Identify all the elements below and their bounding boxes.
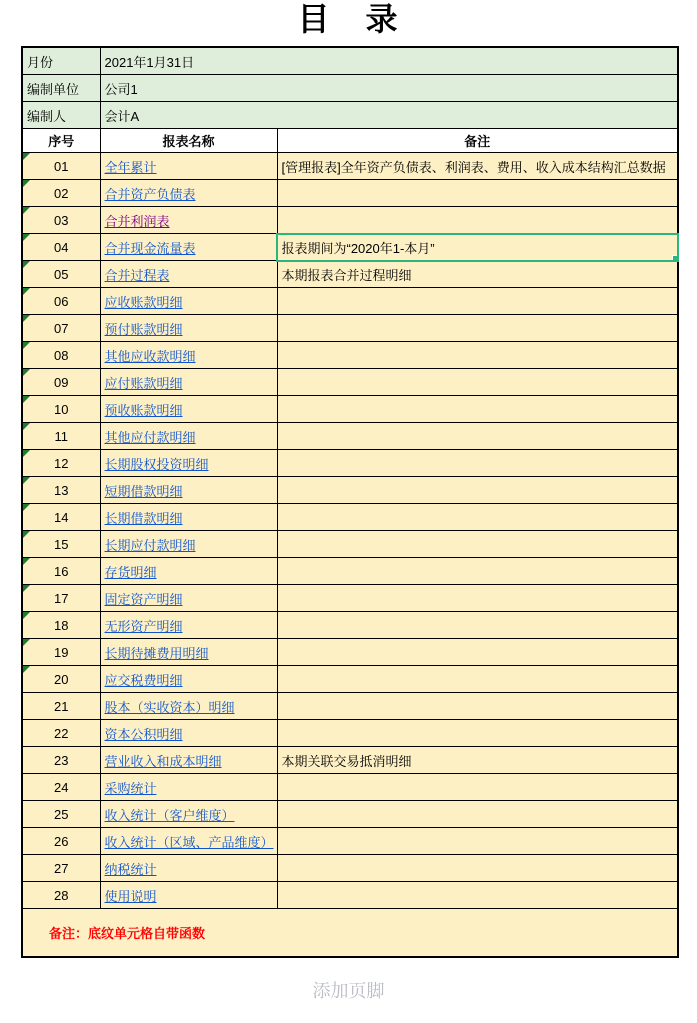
- report-name-cell: [100, 504, 277, 531]
- table-row: [22, 666, 678, 693]
- report-name-cell: [100, 747, 277, 774]
- note-cell[interactable]: [277, 882, 678, 909]
- note-cell[interactable]: [277, 477, 678, 504]
- note-cell[interactable]: [277, 504, 678, 531]
- corner-marker-icon: [23, 288, 30, 295]
- report-name-cell: [100, 369, 277, 396]
- note-cell[interactable]: [277, 639, 678, 666]
- report-name-cell: [100, 801, 277, 828]
- corner-marker-icon: [23, 342, 30, 349]
- corner-marker-icon: [23, 585, 30, 592]
- report-name-cell: [100, 234, 277, 261]
- corner-marker-icon: [23, 153, 30, 160]
- table-row: [22, 423, 678, 450]
- row-number-cell: 26: [22, 828, 100, 855]
- report-name-cell: [100, 450, 277, 477]
- row-number-cell: 28: [22, 882, 100, 909]
- table-row: [22, 504, 678, 531]
- note-cell[interactable]: [277, 828, 678, 855]
- corner-marker-icon: [23, 315, 30, 322]
- report-link[interactable]: 营业收入和成本明细: [104, 753, 222, 769]
- report-name-cell: [100, 423, 277, 450]
- report-link[interactable]: 收入统计（客户维度）: [104, 807, 235, 823]
- report-link[interactable]: 采购统计: [104, 780, 157, 796]
- report-link[interactable]: 合并资产负债表: [104, 186, 196, 202]
- table-row: [22, 234, 678, 261]
- row-number-cell: 22: [22, 720, 100, 747]
- corner-marker-icon: [23, 558, 30, 565]
- note-cell-selected[interactable]: 报表期间为“2020年1-本月”: [277, 234, 678, 261]
- corner-marker-icon: [23, 639, 30, 646]
- report-name-cell: [100, 396, 277, 423]
- row-number-cell: 07: [22, 315, 100, 342]
- note-cell[interactable]: [277, 369, 678, 396]
- month-label: 月份: [22, 47, 100, 75]
- report-link[interactable]: 其他应收款明细: [104, 348, 196, 364]
- row-number-cell: 06: [22, 288, 100, 315]
- table-row: [22, 882, 678, 909]
- corner-marker-icon: [23, 261, 30, 268]
- report-link[interactable]: 合并过程表: [104, 267, 170, 283]
- report-name-cell: [100, 774, 277, 801]
- row-number-cell: 18: [22, 612, 100, 639]
- table-row: [22, 315, 678, 342]
- note-cell[interactable]: [277, 585, 678, 612]
- info-row-month: [22, 47, 678, 75]
- note-cell[interactable]: [277, 855, 678, 882]
- preparer-label: 编制人: [22, 102, 100, 129]
- report-link[interactable]: 长期应付款明细: [104, 537, 196, 553]
- report-link[interactable]: 资本公积明细: [104, 726, 183, 742]
- corner-marker-icon: [23, 180, 30, 187]
- page-title: 目 录: [297, 1, 400, 37]
- row-number-cell: 02: [22, 180, 100, 207]
- table-row: [22, 855, 678, 882]
- report-name-cell: [100, 207, 277, 234]
- corner-marker-icon: [23, 666, 30, 673]
- report-name-cell: [100, 693, 277, 720]
- report-link[interactable]: 无形资产明细: [104, 618, 183, 634]
- remark-row: [22, 909, 678, 958]
- table-row: [22, 693, 678, 720]
- header-section: [22, 129, 678, 153]
- report-name-cell: [100, 612, 277, 639]
- corner-marker-icon: [23, 369, 30, 376]
- header-report-name: 报表名称: [100, 129, 277, 153]
- table-row: [22, 774, 678, 801]
- corner-marker-icon: [23, 477, 30, 484]
- corner-marker-icon: [23, 234, 30, 241]
- report-link[interactable]: 合并利润表: [104, 213, 170, 229]
- report-link[interactable]: 股本（实收资本）明细: [104, 699, 235, 715]
- row-number-cell: 17: [22, 585, 100, 612]
- note-cell[interactable]: [277, 288, 678, 315]
- corner-marker-icon: [23, 504, 30, 511]
- report-link[interactable]: 预收账款明细: [104, 402, 183, 418]
- report-link[interactable]: 应收账款明细: [104, 294, 183, 310]
- table-row: [22, 585, 678, 612]
- table-row: [22, 477, 678, 504]
- report-name-cell: [100, 720, 277, 747]
- row-number-cell: 21: [22, 693, 100, 720]
- report-name-cell: [100, 666, 277, 693]
- report-link[interactable]: 应交税费明细: [104, 672, 183, 688]
- report-link[interactable]: 长期借款明细: [104, 510, 183, 526]
- table-row: [22, 801, 678, 828]
- row-number-cell: 25: [22, 801, 100, 828]
- note-cell[interactable]: [277, 720, 678, 747]
- corner-marker-icon: [23, 612, 30, 619]
- report-link[interactable]: 长期待摊费用明细: [104, 645, 209, 661]
- note-cell[interactable]: [277, 180, 678, 207]
- report-link[interactable]: 纳税统计: [104, 861, 157, 877]
- table-row: [22, 180, 678, 207]
- table-row: [22, 828, 678, 855]
- table-row: [22, 450, 678, 477]
- month-value-cell[interactable]: 2021年1月31日: [100, 47, 678, 75]
- row-number-cell: 12: [22, 450, 100, 477]
- report-name-cell: [100, 558, 277, 585]
- report-link[interactable]: 长期股权投资明细: [104, 456, 209, 472]
- report-rows: [22, 153, 678, 909]
- table-row: [22, 153, 678, 180]
- report-name-cell: [100, 477, 277, 504]
- note-cell[interactable]: [277, 558, 678, 585]
- corner-marker-icon: [23, 396, 30, 403]
- report-link[interactable]: 其他应付款明细: [104, 429, 196, 445]
- table-row: [22, 558, 678, 585]
- row-number-cell: 13: [22, 477, 100, 504]
- table-row: [22, 612, 678, 639]
- row-number-cell: 11: [22, 423, 100, 450]
- row-number-cell: 20: [22, 666, 100, 693]
- report-name-cell: [100, 342, 277, 369]
- report-name-cell: [100, 315, 277, 342]
- footer-placeholder[interactable]: 添加页脚: [312, 981, 385, 1001]
- report-link[interactable]: 存货明细: [104, 564, 157, 580]
- selection-fill-handle[interactable]: [672, 255, 678, 261]
- report-name-cell: [100, 585, 277, 612]
- report-name-cell: [100, 882, 277, 909]
- unit-label: 编制单位: [22, 75, 100, 102]
- row-number-cell: 05: [22, 261, 100, 288]
- note-cell[interactable]: [277, 396, 678, 423]
- report-name-cell: [100, 531, 277, 558]
- table-row: [22, 342, 678, 369]
- corner-marker-icon: [23, 531, 30, 538]
- report-name-cell: [100, 828, 277, 855]
- note-cell[interactable]: 本期报表合并过程明细: [277, 261, 678, 288]
- note-cell[interactable]: 本期关联交易抵消明细: [277, 747, 678, 774]
- table-row: [22, 288, 678, 315]
- note-cell[interactable]: [277, 774, 678, 801]
- row-number-cell: 08: [22, 342, 100, 369]
- report-link[interactable]: 预付账款明细: [104, 321, 183, 337]
- info-row-unit: [22, 75, 678, 102]
- report-name-cell: [100, 261, 277, 288]
- table-header-row: [22, 129, 678, 153]
- note-cell[interactable]: [277, 666, 678, 693]
- info-section: [22, 47, 678, 129]
- corner-marker-icon: [23, 423, 30, 430]
- note-cell[interactable]: [277, 423, 678, 450]
- row-number-cell: 15: [22, 531, 100, 558]
- table-row: [22, 396, 678, 423]
- row-number-cell: 09: [22, 369, 100, 396]
- note-cell[interactable]: [管理报表]全年资产负债表、利润表、费用、收入成本结构汇总数据: [277, 153, 678, 180]
- remark-section: [22, 909, 678, 958]
- header-seq: 序号: [22, 129, 100, 153]
- table-row: [22, 720, 678, 747]
- report-name-cell: [100, 180, 277, 207]
- report-link[interactable]: 短期借款明细: [104, 483, 183, 499]
- table-row: [22, 207, 678, 234]
- row-number-cell: 19: [22, 639, 100, 666]
- note-cell[interactable]: [277, 612, 678, 639]
- table-row: [22, 369, 678, 396]
- row-number-cell: 24: [22, 774, 100, 801]
- row-number-cell: 16: [22, 558, 100, 585]
- table-row: [22, 639, 678, 666]
- note-cell[interactable]: [277, 450, 678, 477]
- table-row: [22, 261, 678, 288]
- note-cell[interactable]: [277, 531, 678, 558]
- preparer-value-cell[interactable]: 会计A: [100, 102, 678, 129]
- row-number-cell: 14: [22, 504, 100, 531]
- row-number-cell: 23: [22, 747, 100, 774]
- note-cell[interactable]: [277, 342, 678, 369]
- corner-marker-icon: [23, 207, 30, 214]
- report-name-cell: [100, 153, 277, 180]
- row-number-cell: 04: [22, 234, 100, 261]
- corner-marker-icon: [23, 450, 30, 457]
- report-link[interactable]: 合并现金流量表: [104, 240, 196, 256]
- row-number-cell: 01: [22, 153, 100, 180]
- report-link[interactable]: 全年累计: [104, 159, 157, 175]
- note-cell[interactable]: [277, 315, 678, 342]
- report-link[interactable]: 收入统计（区域、产品维度）: [104, 834, 274, 850]
- header-note: 备注: [277, 129, 678, 153]
- info-row-preparer: [22, 102, 678, 129]
- report-link[interactable]: 固定资产明细: [104, 591, 183, 607]
- unit-value-cell[interactable]: 公司1: [100, 75, 678, 102]
- report-name-cell: [100, 855, 277, 882]
- remark-text: 备注：底纹单元格自带函数: [22, 909, 678, 958]
- report-name-cell: [100, 639, 277, 666]
- report-link[interactable]: 使用说明: [104, 888, 157, 904]
- row-number-cell: 27: [22, 855, 100, 882]
- table-row: [22, 747, 678, 774]
- table-row: [22, 531, 678, 558]
- toc-table: [21, 46, 679, 958]
- row-number-cell: 03: [22, 207, 100, 234]
- row-number-cell: 10: [22, 396, 100, 423]
- note-cell[interactable]: [277, 207, 678, 234]
- note-cell[interactable]: [277, 801, 678, 828]
- report-link[interactable]: 应付账款明细: [104, 375, 183, 391]
- note-cell[interactable]: [277, 693, 678, 720]
- report-name-cell: [100, 288, 277, 315]
